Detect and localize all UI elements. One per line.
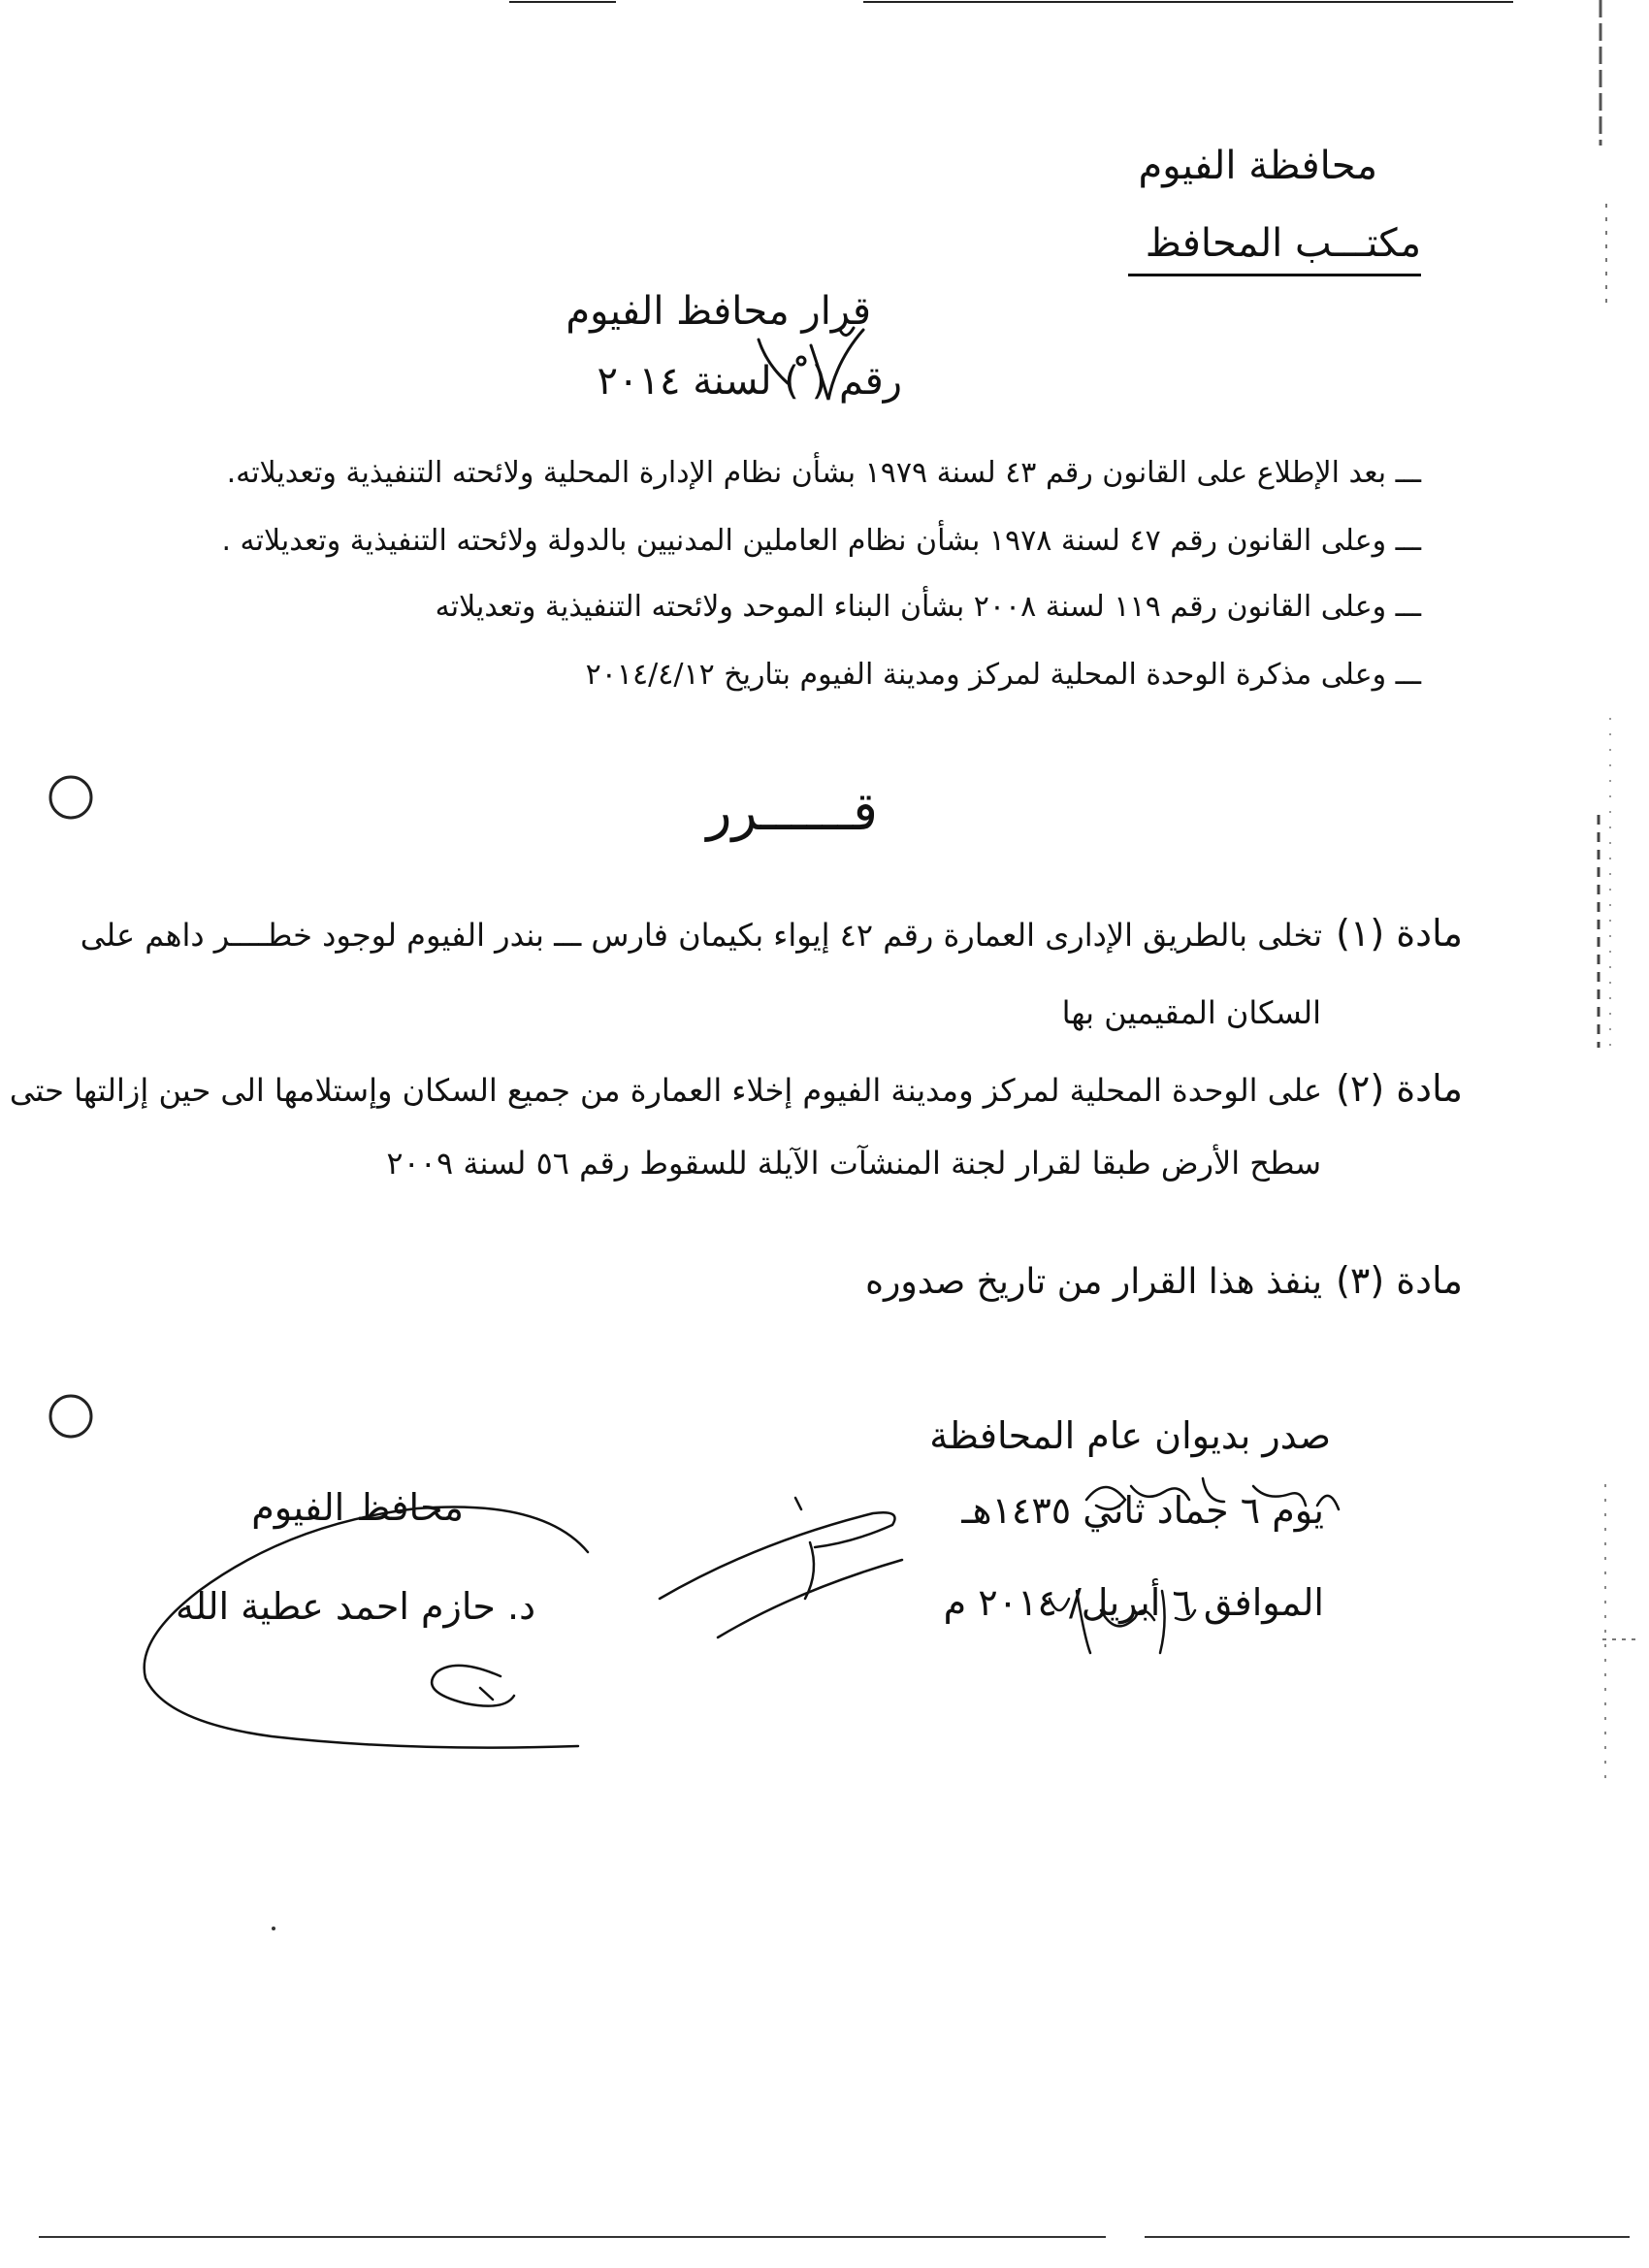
punch-hole — [50, 1396, 91, 1437]
recital-line: ـــ بعد الإطلاع على القانون رقم ٤٣ لسنة ١٩٧٩ بشأن نظام الإدارة المحلية ولائحته التنفيذية وتعديلاته. — [226, 456, 1421, 490]
article-label: مادة (٣) — [1336, 1259, 1463, 1302]
punch-hole — [50, 777, 91, 818]
hijri-date: يوم ٦ جماد ثاني ١٤٣٥هـ — [961, 1489, 1324, 1532]
article-3 — [865, 1259, 1463, 1302]
decision-title: قرار محافظ الفيوم — [566, 289, 871, 334]
recital-line: ـــ وعلى القانون رقم ٤٧ لسنة ١٩٧٨ بشأن نظام العاملين المدنيين بالدولة ولائحته التنفيذية وتعديلاته . — [221, 524, 1421, 558]
scan-dot — [272, 1927, 275, 1930]
article-text: تخلى بالطريق الإدارى العمارة رقم ٤٢ إيواء بكيمان فارس ـــ بندر الفيوم لوجود خطــــر داهم على — [80, 917, 1323, 954]
signatory-title: محافظ الفيوم — [251, 1486, 464, 1529]
recital-line: ـــ وعلى مذكرة الوحدة المحلية لمركز ومدينة الفيوم بتاريخ ٢٠١٤/٤/١٢ — [585, 658, 1421, 692]
paraphe-mark — [660, 1498, 902, 1637]
article-text-continuation: سطح الأرض طبقا لقرار لجنة المنشآت الآيلة للسقوط رقم ٥٦ لسنة ٢٠٠٩ — [386, 1145, 1321, 1182]
decision-number-line: رقم ( ) لسنة ٢٠١٤ — [597, 359, 902, 404]
recital-line: ـــ وعلى القانون رقم ١١٩ لسنة ٢٠٠٨ بشأن البناء الموحد ولائحته التنفيذية وتعديلاته — [435, 590, 1421, 624]
article-text: على الوحدة المحلية لمركز ومدينة الفيوم إخلاء العمارة من جميع السكان وإستلامها الى حين إزالتها حتى — [9, 1072, 1323, 1109]
article-1 — [81, 912, 1463, 955]
signatory-name: د. حازم احمد عطية الله — [175, 1585, 535, 1628]
article-2 — [10, 1067, 1463, 1110]
gregorian-date: الموافق ٦ أبريل/ ٢٠١٤ م — [943, 1581, 1324, 1624]
office-name: مكتـــب المحافظ — [1128, 221, 1421, 276]
article-label: مادة (١) — [1336, 912, 1463, 955]
governorate-name: محافظة الفيوم — [1138, 144, 1377, 188]
decision-heading: قــــــرر — [706, 781, 878, 842]
article-label: مادة (٢) — [1336, 1067, 1463, 1110]
issued-at: صدر بديوان عام المحافظة — [929, 1414, 1331, 1457]
article-text: ينفذ هذا القرار من تاريخ صدوره — [865, 1262, 1323, 1302]
article-text-continuation: السكان المقيمين بها — [1061, 994, 1321, 1031]
